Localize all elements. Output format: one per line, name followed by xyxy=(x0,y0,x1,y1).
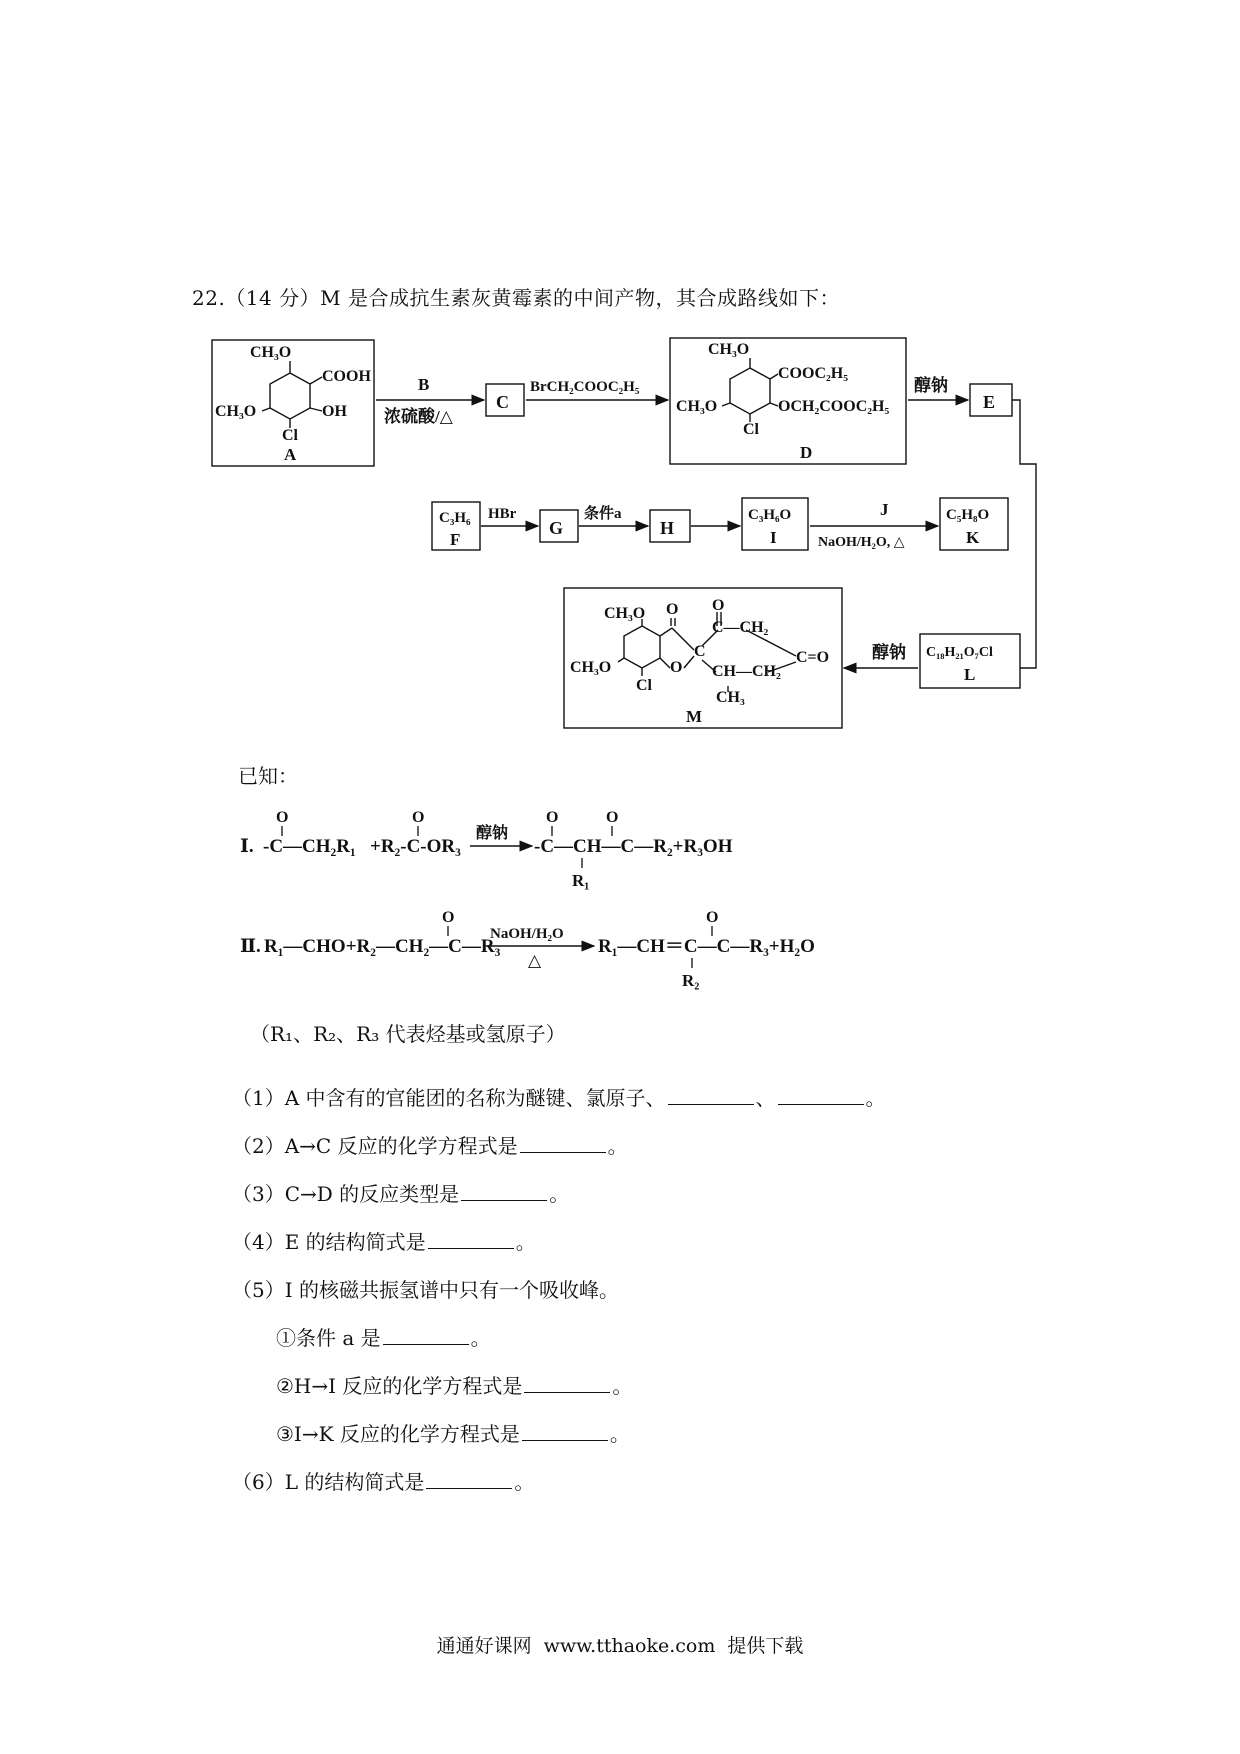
r1-o-4: O xyxy=(606,809,619,826)
arrow-g-h-condition: 条件a xyxy=(584,506,622,522)
q6-blank[interactable] xyxy=(426,1470,512,1489)
m-o-acyl: O xyxy=(712,597,725,614)
label-f: F xyxy=(450,530,461,549)
bond-line xyxy=(660,628,672,636)
bond-line xyxy=(722,403,730,406)
label-k: K xyxy=(966,528,980,547)
benzene-ring-a xyxy=(270,373,310,419)
r2-numeral: Ⅱ. xyxy=(240,936,261,957)
arrow-d-e-condition: 醇钠 xyxy=(914,376,948,395)
q1-blank-1[interactable] xyxy=(668,1086,754,1105)
bond-line xyxy=(770,403,778,406)
bond-line xyxy=(618,658,624,662)
q1-end: 。 xyxy=(865,1086,886,1110)
question-5: （5）I 的核磁共振氢谱中只有一个吸收峰。 xyxy=(232,1278,619,1302)
q5-3-text: ③I→K 反应的化学方程式是 xyxy=(276,1422,520,1446)
label-a: A xyxy=(284,445,297,464)
d-side-chain: OCH₂COOC₂H₅ xyxy=(778,398,890,415)
bond-line xyxy=(262,408,270,411)
arrow-a-c-condition: 浓硫酸/△ xyxy=(384,407,453,426)
question-5-1 xyxy=(276,1322,491,1351)
question-2 xyxy=(232,1130,628,1159)
m-carbonyl: C=O xyxy=(796,649,830,666)
q4-end: 。 xyxy=(515,1230,536,1254)
d-ester: COOC₂H₅ xyxy=(778,365,849,382)
m-o-ketone: O xyxy=(666,601,679,618)
r1-o-3: O xyxy=(546,809,559,826)
compound-m xyxy=(564,588,842,728)
r2-substituent: R₂ xyxy=(682,971,700,990)
d-cl: Cl xyxy=(743,421,759,438)
q2-end: 。 xyxy=(607,1134,628,1158)
arrow-i-k-condition: NaOH/H₂O, △ xyxy=(818,535,905,550)
r-group-note: （R₁、R₂、R₃ 代表烃基或氢原子） xyxy=(250,1022,566,1046)
label-l: L xyxy=(964,665,976,684)
r1-product: -C—CH—C—R₂+R₃OH xyxy=(534,836,733,857)
r2-condition-bottom: △ xyxy=(528,951,542,970)
r2-o-1: O xyxy=(442,909,455,926)
r2-o-2: O xyxy=(706,909,719,926)
q1-separator: 、 xyxy=(755,1086,776,1110)
q5-2-blank[interactable] xyxy=(524,1374,610,1393)
label-i: I xyxy=(770,528,777,547)
d-ome-left: CH₃O xyxy=(676,398,718,415)
a-ome-top: CH₃O xyxy=(250,344,292,361)
q3-text: （3）C→D 的反应类型是 xyxy=(232,1182,460,1206)
r1-catalyst: 醇钠 xyxy=(476,825,509,842)
page-footer xyxy=(0,1631,1240,1658)
label-h: H xyxy=(660,518,675,538)
r1-o-2: O xyxy=(412,809,425,826)
i-formula: C₃H₆O xyxy=(748,507,792,523)
l-formula: C₁₈H₂₁O₇Cl xyxy=(926,645,993,660)
question-points: （14 分） xyxy=(225,286,321,310)
bond-line xyxy=(310,408,322,411)
r2-product: R₁—CH＝C—C—R₃+H₂O xyxy=(598,936,815,957)
q5-3-end: 。 xyxy=(609,1422,630,1446)
question-4 xyxy=(232,1226,536,1255)
m-ch-ch2: CH—CH₂ xyxy=(712,663,781,680)
bond-line xyxy=(672,628,694,650)
question-5-2 xyxy=(276,1370,632,1399)
a-oh: OH xyxy=(322,403,347,420)
q3-blank[interactable] xyxy=(461,1182,547,1201)
r1-reactant-2: +R₂-C-OR₃ xyxy=(370,836,461,857)
question-1 xyxy=(232,1082,886,1111)
compound-a xyxy=(212,340,374,466)
question-intro: M 是合成抗生素灰黄霉素的中间产物，其合成路线如下： xyxy=(320,286,840,310)
question-6 xyxy=(232,1466,534,1495)
question-5-3 xyxy=(276,1418,630,1447)
m-ch2-top: C—CH₂ xyxy=(712,619,769,636)
q4-blank[interactable] xyxy=(428,1230,514,1249)
arrow-f-g-reagent: HBr xyxy=(488,506,517,522)
q3-end: 。 xyxy=(549,1182,570,1206)
r1-substituent: R₁ xyxy=(572,871,590,890)
r2-reactant: R₁—CHO+R₂—CH₂—C—R₃ xyxy=(264,936,501,957)
arrow-i-k-reagent: J xyxy=(880,500,889,519)
benzene-ring-d xyxy=(730,368,770,414)
a-cooh: COOH xyxy=(322,368,371,385)
bond-line xyxy=(310,377,322,384)
footer-suffix: 提供下载 xyxy=(727,1635,804,1657)
known-label: 已知： xyxy=(238,764,298,788)
q5-3-blank[interactable] xyxy=(522,1422,608,1441)
bond-line xyxy=(660,658,670,668)
d-ome-top: CH₃O xyxy=(708,341,750,358)
k-formula: C₅H₈O xyxy=(946,507,990,523)
q5-2-text: ②H→I 反应的化学方程式是 xyxy=(276,1374,523,1398)
r1-o-1: O xyxy=(276,809,289,826)
q5-1-end: 。 xyxy=(470,1326,491,1350)
q5-1-blank[interactable] xyxy=(383,1326,469,1345)
compound-d xyxy=(670,338,906,464)
q5-1-text: ①条件 a 是 xyxy=(276,1326,381,1350)
m-ch3: CH₃ xyxy=(716,689,745,706)
q1-blank-2[interactable] xyxy=(778,1086,864,1105)
q2-blank[interactable] xyxy=(520,1134,606,1153)
q5-2-end: 。 xyxy=(612,1374,633,1398)
m-ome-left: CH₃O xyxy=(570,659,612,676)
q1-text: （1）A 中含有的官能团的名称为醚键、氯原子、 xyxy=(232,1086,666,1110)
known-reaction-1 xyxy=(240,809,733,890)
known-reaction-2 xyxy=(240,909,815,990)
r1-numeral: Ⅰ. xyxy=(240,836,254,857)
benzene-ring-m xyxy=(624,626,660,668)
a-cl: Cl xyxy=(282,427,298,444)
q2-text: （2）A→C 反应的化学方程式是 xyxy=(232,1134,518,1158)
q4-text: （4）E 的结构简式是 xyxy=(232,1230,426,1254)
label-d: D xyxy=(800,443,813,462)
q6-end: 。 xyxy=(514,1470,535,1494)
question-number: 22. xyxy=(192,286,226,310)
m-cl: Cl xyxy=(636,677,652,694)
a-ome-left: CH₃O xyxy=(215,403,257,420)
q6-text: （6）L 的结构简式是 xyxy=(232,1470,425,1494)
footer-site: 通通好课网 xyxy=(436,1635,532,1657)
m-ome-top: CH₃O xyxy=(604,605,646,622)
question-3 xyxy=(232,1178,569,1207)
arrow-l-m-condition: 醇钠 xyxy=(872,643,906,662)
arrow-c-d-reagent: BrCH₂COOC₂H₅ xyxy=(530,379,640,395)
m-spiro-c: C xyxy=(694,643,706,660)
bond-line xyxy=(770,374,778,379)
label-m: M xyxy=(686,707,703,726)
r1-reactant-1: -C—CH₂R₁ xyxy=(263,836,356,857)
m-o-ring: O xyxy=(670,659,683,676)
connector-e-to-l xyxy=(1012,400,1036,668)
footer-url[interactable]: www.tthaoke.com xyxy=(543,1635,716,1657)
r2-condition-top: NaOH/H₂O xyxy=(490,926,564,942)
arrow-a-c-reagent: B xyxy=(418,375,430,394)
label-g: G xyxy=(549,518,564,538)
label-e: E xyxy=(983,392,996,412)
bond-line xyxy=(684,656,694,668)
label-c: C xyxy=(496,392,509,412)
f-formula: C₃H₆ xyxy=(439,510,471,526)
